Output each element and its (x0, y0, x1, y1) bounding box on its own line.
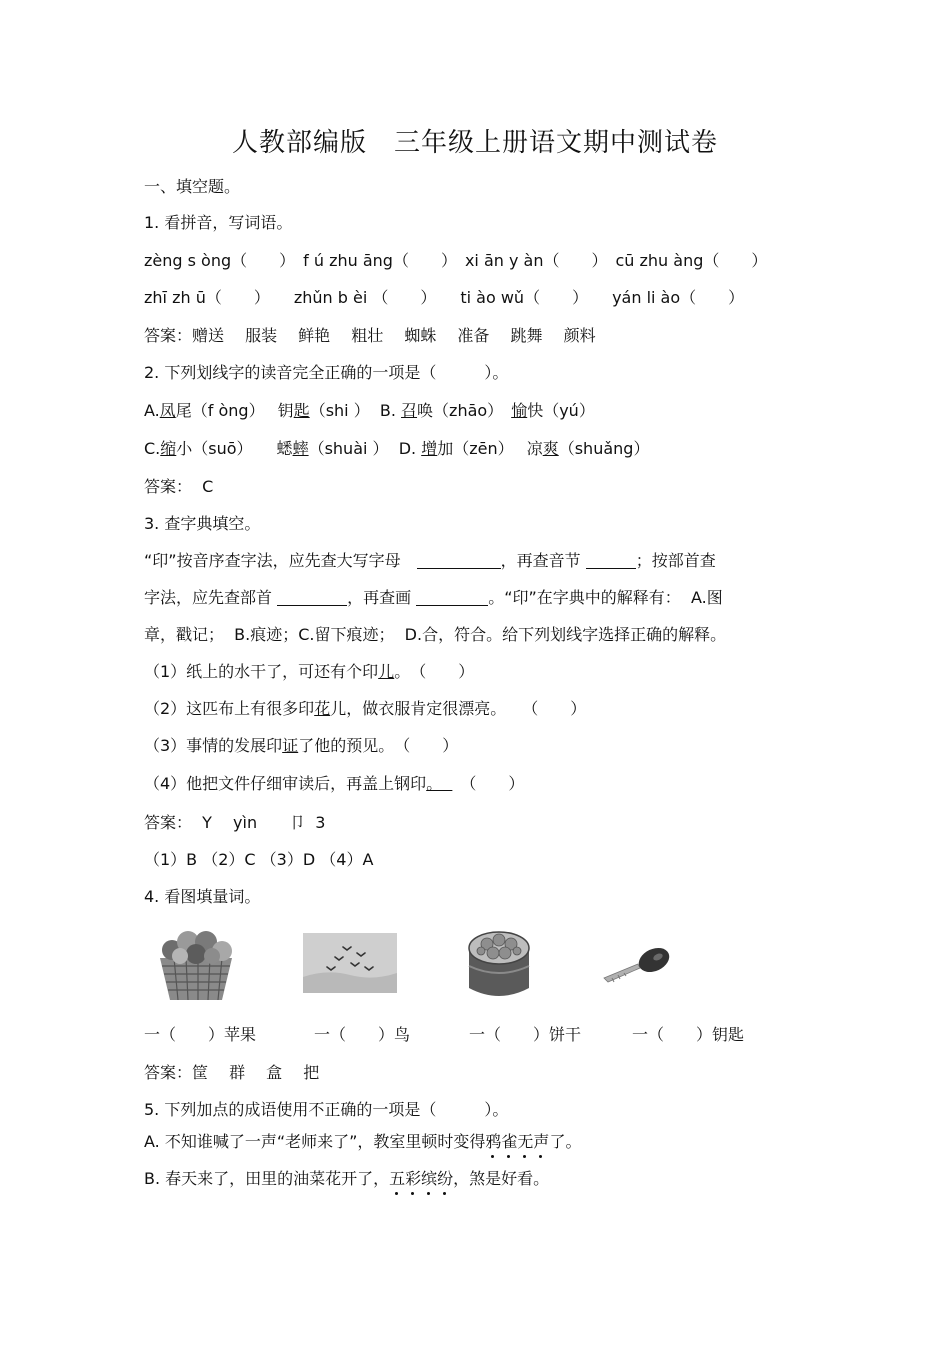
question-3-paragraph-1 (144, 550, 716, 572)
paragraph-text: “印”按音序查字法，应先查大写字母 (144, 551, 417, 570)
question-2-options-ab (144, 400, 595, 422)
question-5-stem: 5. 下列加点的成语使用不正确的一项是（ ）。 (144, 1100, 509, 1119)
sentence-text: （ ） (452, 774, 525, 793)
question-1-pinyin-row-2: zhī zh ū（ ） zhǔn b èi （ ） ti ào wǔ（ ） yán li ào（ ） (144, 288, 745, 307)
measure-word-item: 一（ ）饼干 (469, 1025, 582, 1044)
sentence-text: 儿，做衣服肯定很漂亮。 （ ） (330, 699, 587, 718)
underlined-char: 增 (421, 439, 438, 458)
measure-word-item: 一（ ）苹果 (144, 1025, 257, 1044)
sentence-text: （2）这匹布上有很多印 (144, 699, 315, 718)
dotted-idiom (389, 1168, 453, 1190)
underlined-char: 缩 (160, 439, 177, 458)
question-3-paragraph-2 (144, 587, 723, 609)
measure-word-item: 一（ ）钥匙 (632, 1025, 745, 1044)
question-2-stem: 2. 下列划线字的读音完全正确的一项是（ ）。 (144, 363, 509, 382)
idiom-text: 五彩缤纷 (389, 1169, 454, 1188)
underlined-char: 蟀 (292, 439, 309, 458)
sentence-text: （4）他把文件仔细审读后，再盖上钢印 (144, 774, 427, 793)
option-text: A. 不知谁喊了一声“老师来了”，教室里顿时变得 (144, 1132, 486, 1151)
question-3-stem: 3. 查字典填空。 (144, 514, 261, 533)
underlined-char: 愉 (511, 401, 528, 420)
apple-basket-icon (156, 924, 236, 1004)
option-text: 小（suō） 蟋 (176, 439, 293, 458)
underlined-char: 证 (282, 736, 299, 755)
question-5-option-b (144, 1168, 549, 1190)
emphasis-dot (443, 1192, 446, 1195)
option-label: A. (144, 401, 160, 420)
paragraph-text: ，再查音节 (500, 551, 586, 570)
cookie-box-icon (463, 926, 535, 1000)
emphasis-dot (539, 1155, 542, 1158)
emphasis-dot (507, 1155, 510, 1158)
emphasis-dot (427, 1192, 430, 1195)
question-3-paragraph-3: 章，戳记； B.痕迹；C.留下痕迹； D.合，符合。给下列划线字选择正确的解释。 (144, 625, 727, 644)
paragraph-text: 字法，应先查部首 (144, 588, 278, 607)
answer-blank[interactable] (277, 605, 347, 606)
option-text: 了。 (549, 1132, 582, 1151)
question-1-stem: 1. 看拼音，写词语。 (144, 213, 293, 232)
sentence-text: 。 （ ） (394, 662, 475, 681)
measure-word-item: 一（ ）鸟 (314, 1025, 411, 1044)
option-text: （shi ） B. (309, 401, 402, 420)
underlined-char: 花 (314, 699, 331, 718)
option-label: C. (144, 439, 161, 458)
emphasis-dot (411, 1192, 414, 1195)
underlined-char: 。 (426, 774, 453, 793)
emphasis-dot (523, 1155, 526, 1158)
question-2-options-cd (144, 438, 649, 460)
answer-blank[interactable] (417, 568, 501, 569)
idiom-text: 鸦雀无声 (485, 1132, 550, 1151)
paragraph-text: 。“印”在字典中的解释有： A.图 (488, 588, 723, 607)
question-5-option-a (144, 1131, 581, 1153)
question-1-answer: 答案：赠送 服装 鲜艳 粗壮 蜘蛛 准备 跳舞 颜料 (144, 326, 596, 345)
option-text: 快（yú） (527, 401, 595, 420)
emphasis-dot (491, 1155, 494, 1158)
question-1-pinyin-row-1: zèng s òng（ ） f ú zhu āng（ ） xi ān y àn（ ） cū zhu àng（ ） (144, 251, 768, 270)
question-4-stem: 4. 看图填量词。 (144, 887, 261, 906)
paragraph-text: ，再查画 (347, 588, 417, 607)
question-3-sub-3 (144, 735, 458, 757)
page-title: 人教部编版 三年级上册语文期中测试卷 (231, 128, 718, 158)
question-3-sub-2 (144, 698, 586, 720)
question-2-answer: 答案： C (144, 477, 214, 496)
section-heading: 一、填空题。 (144, 177, 241, 196)
sentence-text: （3）事情的发展印 (144, 736, 283, 755)
option-text: 唤（zhāo） (417, 401, 512, 420)
question-3-answer-2: （1）B （2）C （3）D （4）A (144, 850, 374, 869)
sentence-text: （1）纸上的水干了，可还有个印 (144, 662, 379, 681)
sentence-text: 了他的预见。 （ ） (298, 736, 459, 755)
underlined-char: 凤 (159, 401, 176, 420)
option-text: ，煞是好看。 (453, 1169, 550, 1188)
option-text: 尾（f òng） 钥 (175, 401, 294, 420)
underlined-char: 儿 (378, 662, 395, 681)
paragraph-text: ；按部首查 (635, 551, 716, 570)
option-text: 加（zēn） 凉 (437, 439, 543, 458)
answer-blank[interactable] (586, 568, 636, 569)
answer-blank[interactable] (416, 605, 488, 606)
question-4-answer: 答案：筐 群 盒 把 (144, 1063, 320, 1082)
question-3-answer-1: 答案： Y yìn 卩 3 (144, 813, 326, 832)
option-text: （shuǎng） (558, 439, 650, 458)
option-text: （shuài ） D. (308, 439, 422, 458)
underlined-char: 爽 (542, 439, 559, 458)
emphasis-dot (395, 1192, 398, 1195)
dotted-idiom (485, 1131, 549, 1153)
option-text: B. 春天来了，田里的油菜花开了， (144, 1169, 390, 1188)
question-3-sub-4 (144, 773, 524, 795)
key-icon (602, 944, 672, 984)
underlined-char: 匙 (293, 401, 310, 420)
birds-flock-icon (303, 933, 397, 993)
underlined-char: 召 (401, 401, 418, 420)
question-3-sub-1 (144, 661, 474, 683)
